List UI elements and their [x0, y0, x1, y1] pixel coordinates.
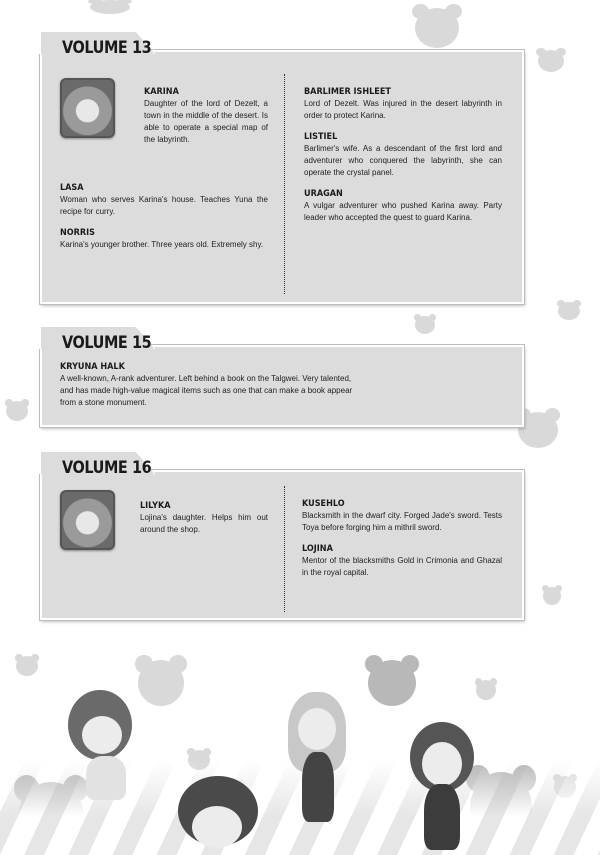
character-entry [140, 500, 268, 536]
volume-16-panel [40, 458, 524, 620]
character-entry [144, 86, 268, 146]
character-name: LILYKA [140, 501, 171, 511]
left-column [140, 500, 268, 545]
character-entry [304, 188, 502, 224]
character-desc: Lord of Dezelt. Was injured in the desert labyrinth in order to protect Karina. [304, 99, 502, 120]
full-column [60, 361, 360, 418]
character-desc: Blacksmith in the dwarf city. Forged Jade's sword. Tests Toya before forging him a mithril sword. [302, 511, 502, 532]
bear-decoration [415, 8, 459, 48]
left-column-lower [60, 182, 268, 260]
character-name: BARLIMER ISHLEET [304, 87, 391, 97]
column-divider [284, 74, 285, 294]
bear-decoration [368, 660, 416, 706]
character-entry [302, 543, 502, 579]
chibi-character-illustration [282, 692, 352, 832]
character-desc: Karina's younger brother. Three years old. Extremely shy. [60, 240, 264, 249]
bear-decoration [558, 302, 580, 320]
column-divider [284, 486, 285, 612]
volume-title: VOLUME 15 [62, 333, 152, 353]
volume-13-panel [40, 38, 524, 304]
chibi-character-illustration [408, 722, 478, 852]
lilyka-portrait [60, 490, 115, 550]
character-entry [304, 131, 502, 179]
character-entry [60, 361, 360, 409]
character-name: KARINA [144, 87, 179, 97]
character-desc: A well-known, A-rank adventurer. Left behind a book on the Talgwei. Very talented, and has made high-value magical items such as one that can make a book appear from a stone monument. [60, 374, 353, 407]
bear-decoration [476, 680, 496, 700]
chibi-character-illustration [176, 776, 260, 855]
character-name: LASA [60, 183, 84, 193]
character-desc: Woman who serves Karina's house. Teaches Yuna the recipe for curry. [60, 195, 268, 216]
volume-title: VOLUME 16 [62, 458, 152, 478]
character-name: LOJINA [302, 544, 333, 554]
bear-decoration [6, 401, 28, 421]
bear-decoration [543, 587, 561, 605]
right-column [302, 498, 502, 588]
character-name: KRYUNA HALK [60, 362, 125, 372]
volume-title: VOLUME 13 [62, 38, 152, 58]
character-name: URAGAN [304, 189, 343, 199]
character-desc: Lojina's daughter. Helps him out around the shop. [140, 513, 268, 534]
character-desc: A vulgar adventurer who pushed Karina away. Party leader who accepted the quest to guard Karina. [304, 201, 502, 222]
character-entry [304, 86, 502, 122]
bear-decoration [90, 0, 130, 14]
character-name: LISTIEL [304, 132, 338, 142]
karina-portrait [60, 78, 115, 138]
bear-decoration [518, 412, 558, 448]
right-column [304, 86, 502, 233]
bear-decoration [538, 50, 564, 72]
character-desc: Daughter of the lord of Dezelt, a town in the middle of the desert. Is able to operate a special map of the labyrinth. [144, 99, 268, 144]
volume-15-panel [40, 333, 524, 427]
bear-decoration [415, 316, 435, 334]
character-entry [302, 498, 502, 534]
character-desc: Barlimer's wife. As a descendant of the first lord and adventurer who conquered the labyrinth, she can operate the crystal panel. [304, 144, 502, 177]
left-column [144, 86, 268, 155]
character-entry [60, 227, 268, 251]
bear-decoration [16, 656, 38, 676]
character-entry [60, 182, 268, 218]
character-name: KUSEHLO [302, 499, 345, 509]
character-desc: Mentor of the blacksmiths Gold in Crimonia and Ghazal in the royal capital. [302, 556, 502, 577]
chibi-character-illustration [60, 690, 150, 830]
character-name: NORRIS [60, 228, 95, 238]
